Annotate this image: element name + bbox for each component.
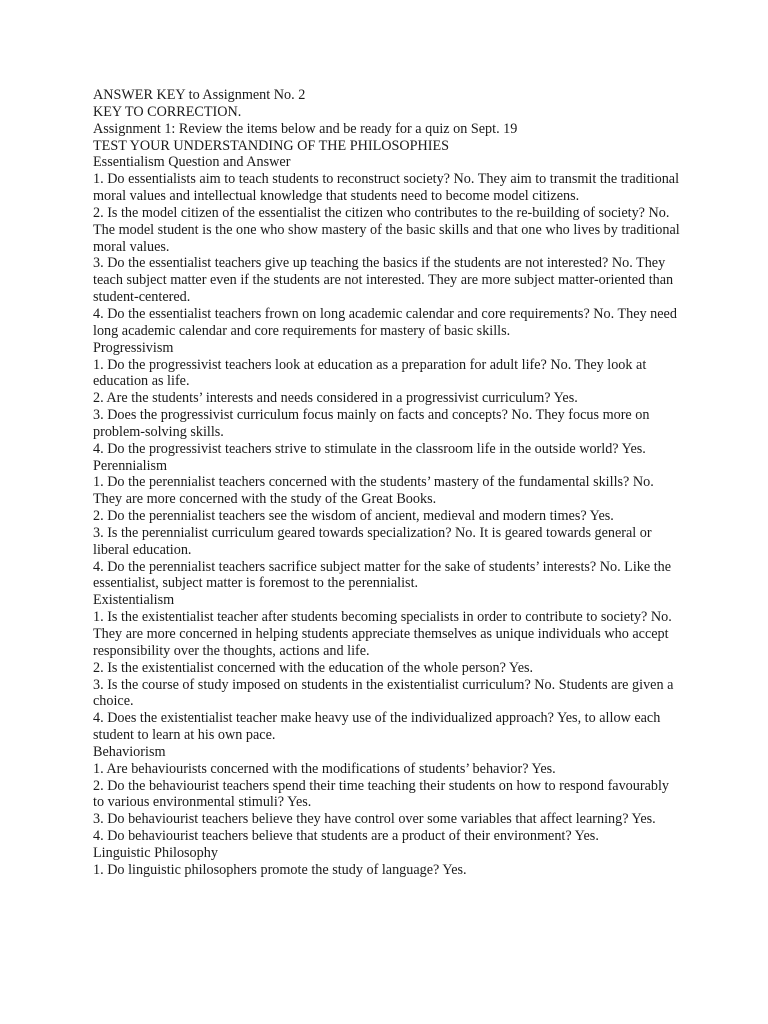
section-heading: Existentialism xyxy=(93,592,175,609)
question-answer: 3. Do the essentialist teachers give up teaching the basics if the students are not interested? No. They teach subject matter even if the students are not interested. They are more subject matter-oriented than student-centered. xyxy=(93,255,674,306)
question-answer: 3. Is the perennialist curriculum geared towards specialization? No. It is geared towards general or liberal education. xyxy=(93,524,652,558)
assignment-instruction: Assignment 1: Review the items below and be ready for a quiz on Sept. 19 xyxy=(93,120,518,137)
question-answer: 2. Do the perennialist teachers see the wisdom of ancient, medieval and modern times? Yes. xyxy=(93,508,614,525)
doc-subtitle: KEY TO CORRECTION. xyxy=(93,103,242,120)
section-heading: Progressivism xyxy=(93,339,174,356)
question-answer: 4. Do the perennialist teachers sacrifice subject matter for the sake of students’ interests? No. Like the essentialist, subject matter is foremost to the perennialist. xyxy=(93,558,672,592)
question-answer: 1. Do essentialists aim to teach students to reconstruct society? No. They aim to transmit the traditional moral values and intellectual knowledge that students need to become model citizens. xyxy=(93,171,680,205)
document-page xyxy=(93,87,683,879)
doc-title: ANSWER KEY to Assignment No. 2 xyxy=(93,87,306,103)
question-answer: 4. Do the progressivist teachers strive to stimulate in the classroom life in the outside world? Yes. xyxy=(93,440,646,457)
question-answer: 1. Do the perennialist teachers concerned with the students’ mastery of the fundamental skills? No. They are more concerned with the study of the Great Books. xyxy=(93,474,654,508)
question-answer: 4. Does the existentialist teacher make heavy use of the individualized approach? Yes, to allow each student to learn at his own pace. xyxy=(93,710,661,744)
question-answer: 2. Are the students’ interests and needs considered in a progressivist curriculum? Yes. xyxy=(93,390,578,407)
section-heading: Essentialism Question and Answer xyxy=(93,154,291,171)
question-answer: 3. Is the course of study imposed on students in the existentialist curriculum? No. Students are given a choice. xyxy=(93,676,674,710)
section-heading: Behaviorism xyxy=(93,743,166,760)
section-heading: Linguistic Philosophy xyxy=(93,844,218,861)
question-answer: 1. Are behaviourists concerned with the modifications of students’ behavior? Yes. xyxy=(93,760,556,777)
question-answer: 1. Do the progressivist teachers look at education as a preparation for adult life? No. They look at education as life. xyxy=(93,356,647,390)
question-answer: 1. Do linguistic philosophers promote the study of language? Yes. xyxy=(93,861,467,878)
question-answer: 4. Do behaviourist teachers believe that students are a product of their environment? Yes. xyxy=(93,828,599,845)
question-answer: 2. Is the model citizen of the essentialist the citizen who contributes to the re-building of society? No. The model student is the one who show mastery of the basic skills and that one who lives by traditional moral values. xyxy=(93,204,680,255)
question-answer: 4. Do the essentialist teachers frown on long academic calendar and core requirements? No. They need long academic calendar and core requirements for mastery of basic skills. xyxy=(93,305,677,339)
question-answer: 3. Does the progressivist curriculum focus mainly on facts and concepts? No. They focus more on problem-solving skills. xyxy=(93,407,650,440)
question-answer: 1. Is the existentialist teacher after students becoming specialists in order to contribute to society? No. They are more concerned in helping students appreciate themselves as unique individuals who accept responsibility over the thoughts, actions and life. xyxy=(93,609,672,659)
section-heading: Perennialism xyxy=(93,457,168,474)
question-answer: 3. Do behaviourist teachers believe they have control over some variables that affect learning? Yes. xyxy=(93,811,656,828)
question-answer: 2. Do the behaviourist teachers spend their time teaching their students on how to respond favourably to various environmental stimuli? Yes. xyxy=(93,777,670,811)
section-heading: TEST YOUR UNDERSTANDING OF THE PHILOSOPHIES xyxy=(93,137,450,154)
question-answer: 2. Is the existentialist concerned with the education of the whole person? Yes. xyxy=(93,659,534,676)
